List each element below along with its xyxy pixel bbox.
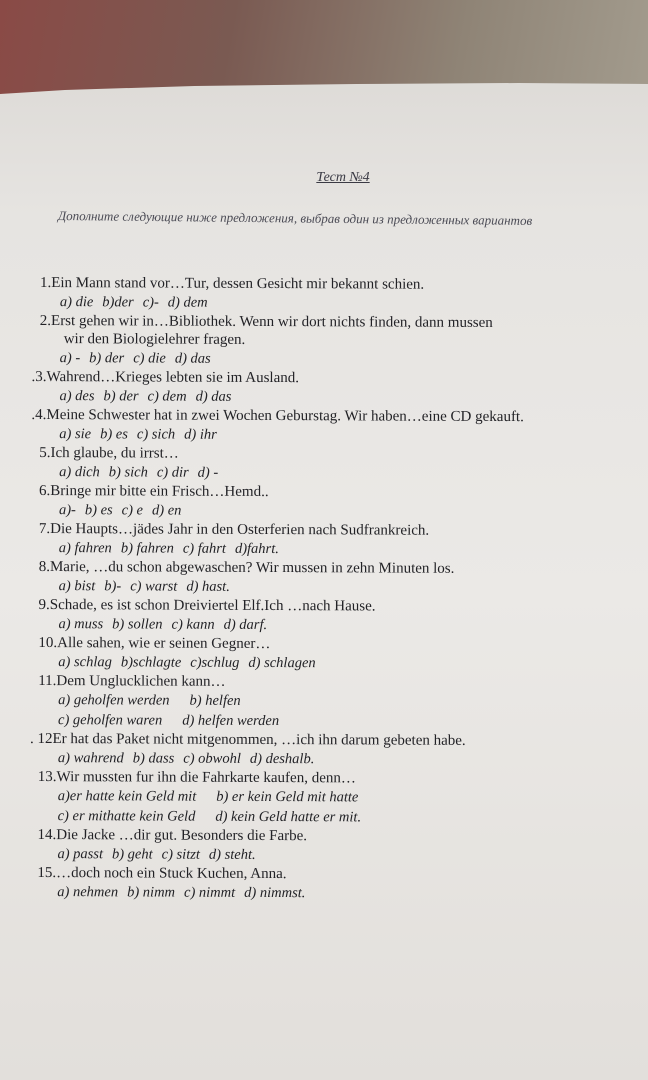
answer-option: c) er mithatte kein Geld [57,808,196,825]
answer-option: b) es [84,502,113,519]
answer-options [39,424,639,447]
question-text: 6.Bringe mir bitte ein Frisch…Hemd.. [39,482,269,500]
answer-option: a) - [59,350,81,367]
question-12 [29,730,638,771]
answer-option: b)- [104,578,122,595]
answer-options [40,292,640,315]
question-text: .4.Meine Schwester hat in zwei Wochen Geburstag. Wir haben…eine CD gekauft. [31,406,524,426]
answer-option: d) kein Geld hatte er mit. [215,808,362,826]
question-10 [38,634,638,675]
question-text: 13.Wir mussten fur ihn die Fahrkarte kaufen, denn… [37,768,356,787]
answer-option: b)schlagte [120,654,182,671]
answer-option: b)der [102,294,134,311]
answer-option: b) helfen [189,692,241,709]
answer-option: d) deshalb. [249,750,315,768]
answer-option: d) schlagen [248,654,316,672]
question-3 [31,368,639,409]
question-11 [38,672,638,733]
answer-option: c) sich [136,426,176,443]
instruction-text: Дополните следующие ниже предложения, выбрав один из предложенных вариантов [57,208,533,228]
question-text: 7.Die Haupts…jädes Jahr in den Osterferien nach Sudfrankreich. [38,520,430,539]
answer-option: a) fahren [58,540,112,557]
answer-option: b) der [103,388,139,405]
answer-option: a) muss [58,616,104,633]
answer-option: a) geholfen werden [58,692,170,709]
answer-option: a)er hatte kein Geld mit [57,788,197,805]
answer-option: a) wahrend [57,750,124,767]
answer-option: c)- [142,294,159,311]
answer-option: b) geht [111,846,153,863]
answer-options [38,710,638,733]
question-text: 1.Ein Mann stand vor…Tur, dessen Gesicht mir bekannt schien. [39,275,425,293]
question-text: 10.Alle sahen, wie er seinen Gegner… [38,634,271,653]
question-text: 2.Erst gehen wir in…Bibliothek. Wenn wir dort nichts finden, dann mussen [39,312,493,331]
answer-option: d) steht. [208,846,256,863]
answer-option: d) ihr [184,426,217,443]
question-15 [37,864,637,905]
question-5 [39,444,639,485]
answer-options [39,500,639,523]
answer-option: d) helfen werden [182,712,280,730]
answer-options [38,806,638,829]
answer-options [37,844,637,867]
question-9 [38,596,638,637]
answer-options [38,652,638,675]
question-text: 14.Die Jacke …dir gut. Besonders die Farbe. [37,826,308,845]
page-title: Тест №4 [316,170,370,185]
question-2 [40,312,640,371]
answer-option: a)- [58,502,76,519]
answer-option: c) geholfen waren [58,712,163,729]
answer-options [38,786,638,809]
answer-option: c) nimmt [184,884,236,901]
answer-option: d) - [197,464,219,481]
question-8 [39,558,639,599]
question-6 [39,482,639,523]
answer-option: b) der [89,350,125,367]
answer-option: a) schlag [58,654,112,671]
answer-options [39,538,639,561]
answer-option: b) sollen [112,616,163,633]
answer-option: c) dem [147,388,187,405]
answer-option: c) fahrt [182,540,226,557]
answer-option: c) e [121,502,144,519]
answer-option: b) fahren [120,540,174,557]
answer-option: c) warst [130,578,178,595]
answer-options [37,882,637,905]
question-list [29,274,640,905]
answer-option: c) kann [171,616,215,633]
question-text: wir den Biologielehrer fragen. [63,331,246,348]
answer-option: b) es [100,426,128,443]
answer-option: a) des [59,388,95,405]
answer-option: d) das [195,388,232,405]
answer-options [39,462,639,485]
question-text: 5.Ich glaube, du irrst… [39,444,179,462]
answer-options [40,348,640,371]
question-14 [37,826,637,867]
answer-option: d) das [174,350,211,367]
question-4 [31,406,639,447]
question-text: . 12Er hat das Paket nicht mitgenommen, …ich ihn darum gebeten habe. [29,730,466,749]
answer-option: c) die [133,350,166,367]
question-text: 15.…doch noch ein Stuck Kuchen, Anna. [37,864,287,883]
answer-options [38,748,638,771]
answer-option: d) dem [167,294,208,311]
answer-options [39,386,639,409]
answer-options [39,576,639,599]
answer-option: b) er kein Geld mit hatte [216,788,359,806]
question-text: 11.Dem Unglucklichen kann… [38,672,226,690]
answer-option: b) dass [132,750,175,767]
question-7 [39,520,639,561]
answer-option: b) sich [108,464,148,481]
answer-option: d)fahrt. [234,540,279,558]
question-13 [38,768,638,829]
answer-option: d) darf. [223,616,268,633]
answer-option: a) sie [59,426,92,443]
answer-option: c) obwohl [183,750,241,767]
answer-option: a) dich [59,464,100,481]
answer-option: c) sitzt [161,846,200,863]
answer-option: a) bist [58,578,96,595]
answer-option: b) nimm [127,884,176,901]
answer-option: c)schlug [190,654,240,671]
answer-option: d) en [151,502,182,519]
answer-option: c) dir [156,464,189,481]
answer-options [38,690,638,713]
answer-option: d) nimmst. [244,884,306,902]
answer-options [38,614,638,637]
question-1 [40,274,640,315]
question-text: 8.Marie, …du schon abgewaschen? Wir mussen in zehn Minuten los. [38,558,455,577]
answer-option: a) passt [57,846,104,863]
answer-option: d) hast. [186,578,230,595]
question-text: 9.Schade, es ist schon Dreiviertel Elf.Ich …nach Hause. [38,596,376,615]
answer-option: a) nehmen [57,884,119,901]
question-text: .3.Wahrend…Krieges lebten sie im Ausland. [31,368,300,387]
answer-option: a) die [59,294,94,311]
